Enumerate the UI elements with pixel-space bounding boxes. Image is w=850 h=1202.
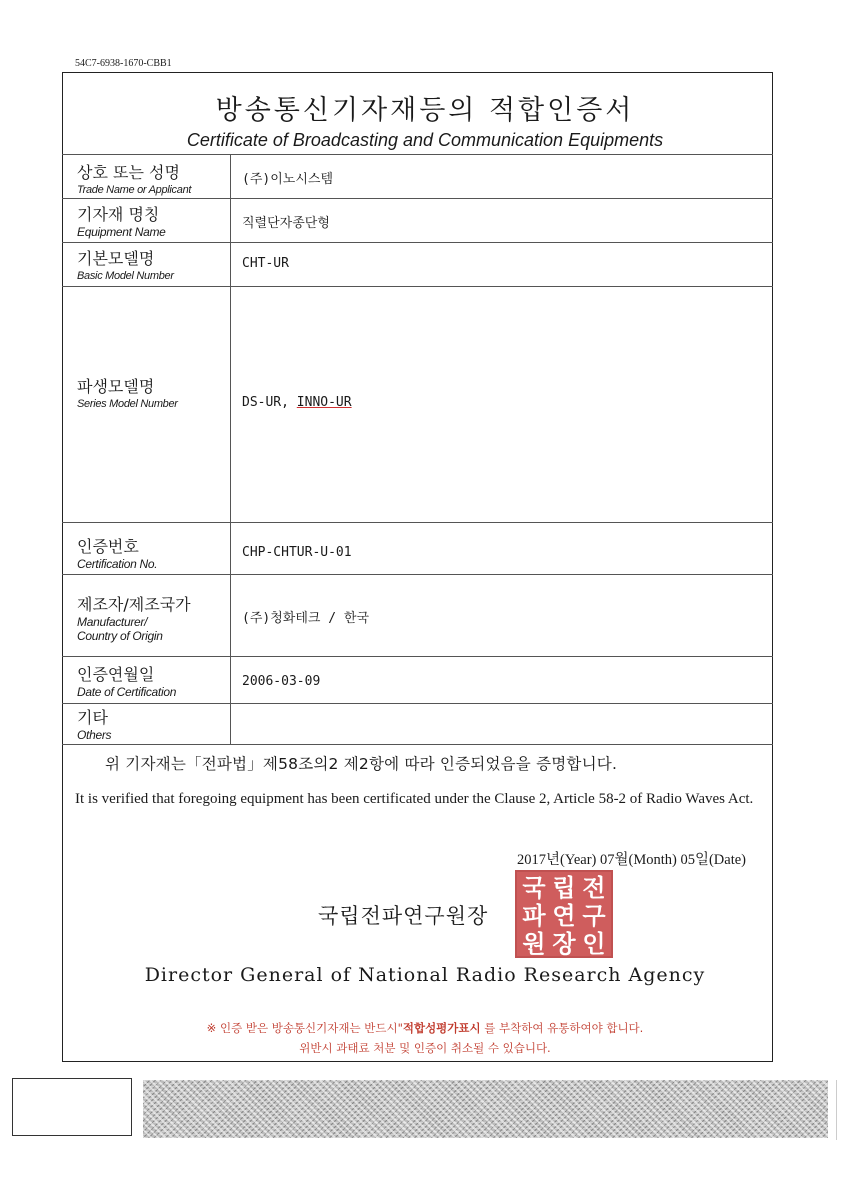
row-series-model — [62, 286, 773, 522]
row-certification-no — [62, 522, 773, 574]
certification-no-value: CHP-CHTUR-U-01 — [242, 545, 352, 560]
row-others — [62, 703, 773, 745]
seal-char: 국 — [522, 874, 546, 902]
seal-char: 인 — [582, 930, 606, 958]
row-manufacturer — [62, 574, 773, 656]
label-english: Trade Name or Applicant — [77, 184, 192, 196]
issue-date: 2017년(Year) 07월(Month) 05일(Date) — [516, 852, 746, 868]
equipment-name-value: 직렬단자종단형 — [242, 216, 330, 231]
seal-char: 구 — [582, 902, 606, 930]
label-korean: 파생모델명 — [77, 377, 155, 396]
series-model-secondary: INNO-UR — [296, 395, 352, 410]
certificate-title-korean: 방송통신기자재등의 적합인증서 — [215, 95, 635, 126]
notice-line-1 — [0, 1020, 850, 1036]
column-divider — [230, 704, 231, 744]
issuing-authority-korean: 국립전파연구원장 — [318, 904, 489, 928]
official-seal — [515, 870, 613, 958]
label-korean: 상호 또는 성명 — [77, 163, 180, 182]
manufacturer-label — [77, 595, 191, 643]
label-english: Basic Model Number — [77, 270, 174, 282]
certification-date-label — [77, 665, 176, 699]
column-divider — [230, 523, 231, 574]
notice-line-2: 위반시 과태료 처분 및 인증이 취소될 수 있습니다. — [299, 1041, 551, 1055]
series-model-label — [77, 377, 178, 411]
row-equipment-name — [62, 198, 773, 242]
label-korean: 기본모델명 — [77, 249, 155, 268]
seal-char: 립 — [552, 874, 576, 902]
basic-model-value: CHT-UR — [242, 256, 289, 271]
column-divider — [230, 287, 231, 522]
trade-name-label — [77, 163, 191, 197]
column-divider — [230, 199, 231, 242]
seal-char: 파 — [522, 902, 546, 930]
column-divider — [230, 657, 231, 703]
label-english-2: Country of Origin — [77, 629, 163, 643]
issuing-authority-english: Director General of National Radio Research Agency — [144, 964, 706, 986]
label-korean: 제조자/제조국가 — [77, 595, 191, 614]
label-english: Equipment Name — [77, 225, 166, 239]
statement-english: It is verified that foregoing equipment has been certificated under the Clause 2, Article 58-2 of Radio Waves Act. — [75, 791, 754, 807]
label-english: Series Model Number — [77, 398, 178, 410]
row-trade-name — [62, 154, 773, 198]
label-english: Date of Certification — [77, 685, 177, 699]
certification-date-value: 2006-03-09 — [242, 674, 321, 689]
blank-stamp-box — [12, 1078, 132, 1136]
series-model-primary: DS-UR, — [242, 395, 297, 410]
seal-char: 장 — [552, 930, 576, 958]
document-id: 54C7-6938-1670-CBB1 — [75, 58, 172, 69]
label-english: Certification No. — [77, 557, 158, 571]
statement-korean: 위 기자재는「전파법」제58조의2 제2항에 따라 인증되었음을 증명합니다. — [105, 755, 618, 773]
certification-no-label — [77, 537, 157, 571]
column-divider — [230, 243, 231, 286]
label-english: Manufacturer/ — [77, 615, 148, 629]
column-divider — [230, 155, 231, 198]
label-korean: 기자재 명칭 — [77, 205, 160, 224]
security-pattern — [143, 1080, 828, 1138]
notice-text: 를 부착하여 유통하여야 합니다. — [480, 1021, 644, 1035]
seal-char: 원 — [522, 930, 546, 958]
notice-text: ※ 인증 받은 방송통신기자재는 반드시" — [206, 1021, 403, 1035]
seal-char: 전 — [582, 874, 606, 902]
manufacturer-value: (주)청화테크 / 한국 — [242, 611, 370, 626]
row-certification-date — [62, 656, 773, 703]
basic-model-label — [77, 249, 174, 283]
seal-char: 연 — [552, 902, 576, 930]
row-basic-model — [62, 242, 773, 286]
label-english: Others — [77, 728, 112, 742]
label-korean: 기타 — [77, 708, 108, 727]
notice-emphasis: 적합성평가표시 — [402, 1021, 481, 1035]
label-korean: 인증번호 — [77, 537, 139, 556]
series-model-value — [242, 395, 352, 410]
certificate-title-english: Certificate of Broadcasting and Communication Equipments — [186, 130, 664, 150]
trade-name-value: (주)이노시스템 — [242, 172, 334, 187]
page-edge-line — [836, 1080, 837, 1140]
equipment-name-label — [77, 205, 166, 239]
others-label — [77, 708, 111, 742]
column-divider — [230, 575, 231, 656]
label-korean: 인증연월일 — [77, 665, 155, 684]
